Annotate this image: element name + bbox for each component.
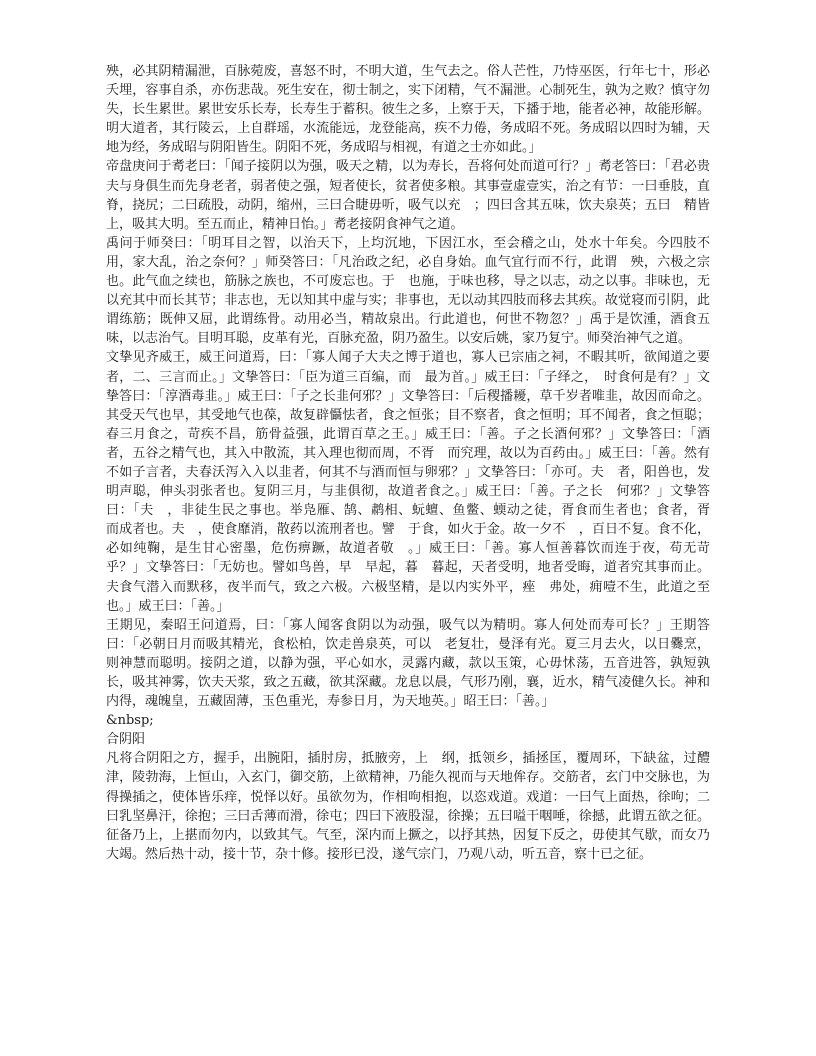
paragraph-3: 禹问于师癸曰：「明耳目之智，以治天下，上均沉地，下因江水，至会稽之山，处水十年矣。今四肢不用，家大乱，治之奈何？」师癸答曰：「凡治政之纪，必自身始。血气宜行而不行，此谓 殃，六极之宗也。此气血之续也，筋脉之族也，不可废忘也。于 也施，于味也移，导之以志，动之以事。非味也，无以充其中而长其节；非志也，无以知其中虚与实；非事也，无以动其四肢而移去其疾。故觉寝而引阴，此谓练筋；既伸又屈，此谓练骨。动用必当，精故泉出。行此道也，何世不物忽？」禹于是饮湩，酒食五味，以志治气。目明耳聪，皮革有光，百脉充盈，阴乃盈生。以安后姚，家乃复宁。师癸治神气之道。 bbox=[106, 235, 710, 347]
section-paragraph: 凡将合阴阳之方，握手，出腕阳，插肘房，抵腋旁，上 纲，抵领乡，插拯匡，覆周环，下缺盆，过醴津，陵勃海，上恒山，入玄门，御交筋，上欲精神，乃能久视而与天地侔存。交筋者，玄门中交脉也，为得操插之，使体皆乐痒，悦怿以好。虽欲勿为，作相呴相抱，以恣戏道。戏道：一曰气上面热，徐呴；二曰乳坚鼻汗，徐抱；三曰舌薄而滑，徐屯；四曰下液股湿，徐操；五曰嗌干咽唾，徐撼，此谓五欲之征。征备乃上，上揕而勿内，以致其气。气至，深内而上撅之，以抒其热，因复下反之，毋使其气歇，而女乃大竭。然后热十动，接十节，杂十修。接形已没，遂气宗门，乃观八动，听五音，察十已之征。 bbox=[106, 751, 710, 862]
paragraph-5: 王期见，秦昭王问道焉，曰：「寡人闻客食阴以为动强，吸气以为精明。寡人何处而寿可长？」王期答曰：「必朝日月而吸其精光，食松柏，饮走兽泉英，可以 老复壮，曼泽有光。夏三月去火，以日爨烹，则神慧而聪明。接阴之道，以静为强，平心如水，灵露内藏，款以玉策，心毋怵荡，五音进答，孰短孰长，吸其神雾，饮夫天浆，致之五藏，欲其深藏。龙息以晨，气形乃刚，襄，近水，精气凌健久长。神和内得，魂魄皇，五藏固薄，玉色重光，寿参日月，为天地英。」昭王曰：「善。」 bbox=[106, 617, 710, 710]
nbsp-line: &nbsp; bbox=[106, 713, 154, 729]
paragraph-1: 殃，必其阴精漏泄，百脉菀废，喜怒不时，不明大道，生气去之。俗人芒性，乃恃巫医，行年七十，形必夭埋，容事自杀，亦伤悲哉。死生安在，彻士制之，实下闭精，气不漏泄。心制死生，孰为之败？慎守勿失，长生累世。累世安乐长寿，长寿生于蓄积。彼生之多，上察于天，下播于地，能者必神，故能形解。明大道者，其行陵云，上自群瑶，水流能远，龙登能高，疾不力倦，务成昭不死。务成昭以四时为辅，天地为经，务成昭与阴阳皆生。阴阳不死，务成昭与相视，有道之士亦如此。」 bbox=[106, 64, 710, 156]
paragraph-2: 帝盘庚问于耉老曰：「闻子接阴以为强，吸天之精，以为寿长，吾将何处而道可行？」耉老答曰：「君必贵夫与身俱生而先身老者，弱者使之强，短者使长，贫者使多粮。其事壹虚壹实，治之有节：一曰垂肢，直脊，挠尻；二曰疏股，动阴，缩州，三曰合睫毋听，吸气以充 ；四曰含其五味，饮夫泉英；五曰 精皆上，吸其大明。至五而止，精神日怡。」耉老接阴食神气之道。 bbox=[106, 159, 710, 232]
paragraph-4: 文挚见齐威王，威王问道焉，曰：「寡人闻子大夫之博于道也，寡人已宗庙之祠，不暇其听，欲闻道之要者，二、三言而止。」文挚答曰：「臣为道三百编，而 最为首。」威王曰：「子绎之， 时食何是有？」文挚答曰：「淳酒毒韭。」威王曰：「子之长韭何邪？」文挚答曰：「后稷播耰，草千岁者唯韭，故因而命之。其受天气也早，其受地气也葆，故复辟懾怯者，食之恒张；目不察者，食之恒明；耳不闻者，食之恒聪；春三月食之，苛疾不昌，筋骨益强，此谓百草之王。」威王曰：「善。子之长酒何邪？」文挚答曰：「酒者，五谷之精气也，其入中散流，其入理也彻而周，不胥 而究理，故以为百药由。」威王曰：「善。然有不如子言者，夫春沃泻入入以韭者，何其不与酒而恒与卵邪？」文挚答曰：「亦可。夫 者，阳兽也，发明声聪，伸头羽张者也。复阴三月，与韭俱彻，故道者食之。」威王曰：「善。子之长 何邪？」文挚答曰：「夫 ，非徒生民之事也。举凫雁、鹄、鹔相、蚖蟺、鱼鳖、蝡动之徒，胥食而生者也；食者，胥 而成者也。夫 ，使食靡消，散药以流刑者也。譬 于食，如火于金。故一夕不 ，百日不复。食不化，必如纯鞠，是生甘心密墨，危伤痹蹶，故道者敬 。」威王曰：「善。寡人恒善暮饮而连于夜，苟无苛乎？」文挚答曰：「无妨也。譬如鸟兽，早 早起，暮 暮起，天者受明，地者受晦，道者究其事而止。夫食气潜入而默移，夜半而气，致之六极。六极坚精，是以内实外平，痤 弗处，痈噎不生，此道之至也。」威王曰：「善。」 bbox=[106, 350, 724, 614]
section-title: 合阴阳 bbox=[106, 732, 146, 748]
